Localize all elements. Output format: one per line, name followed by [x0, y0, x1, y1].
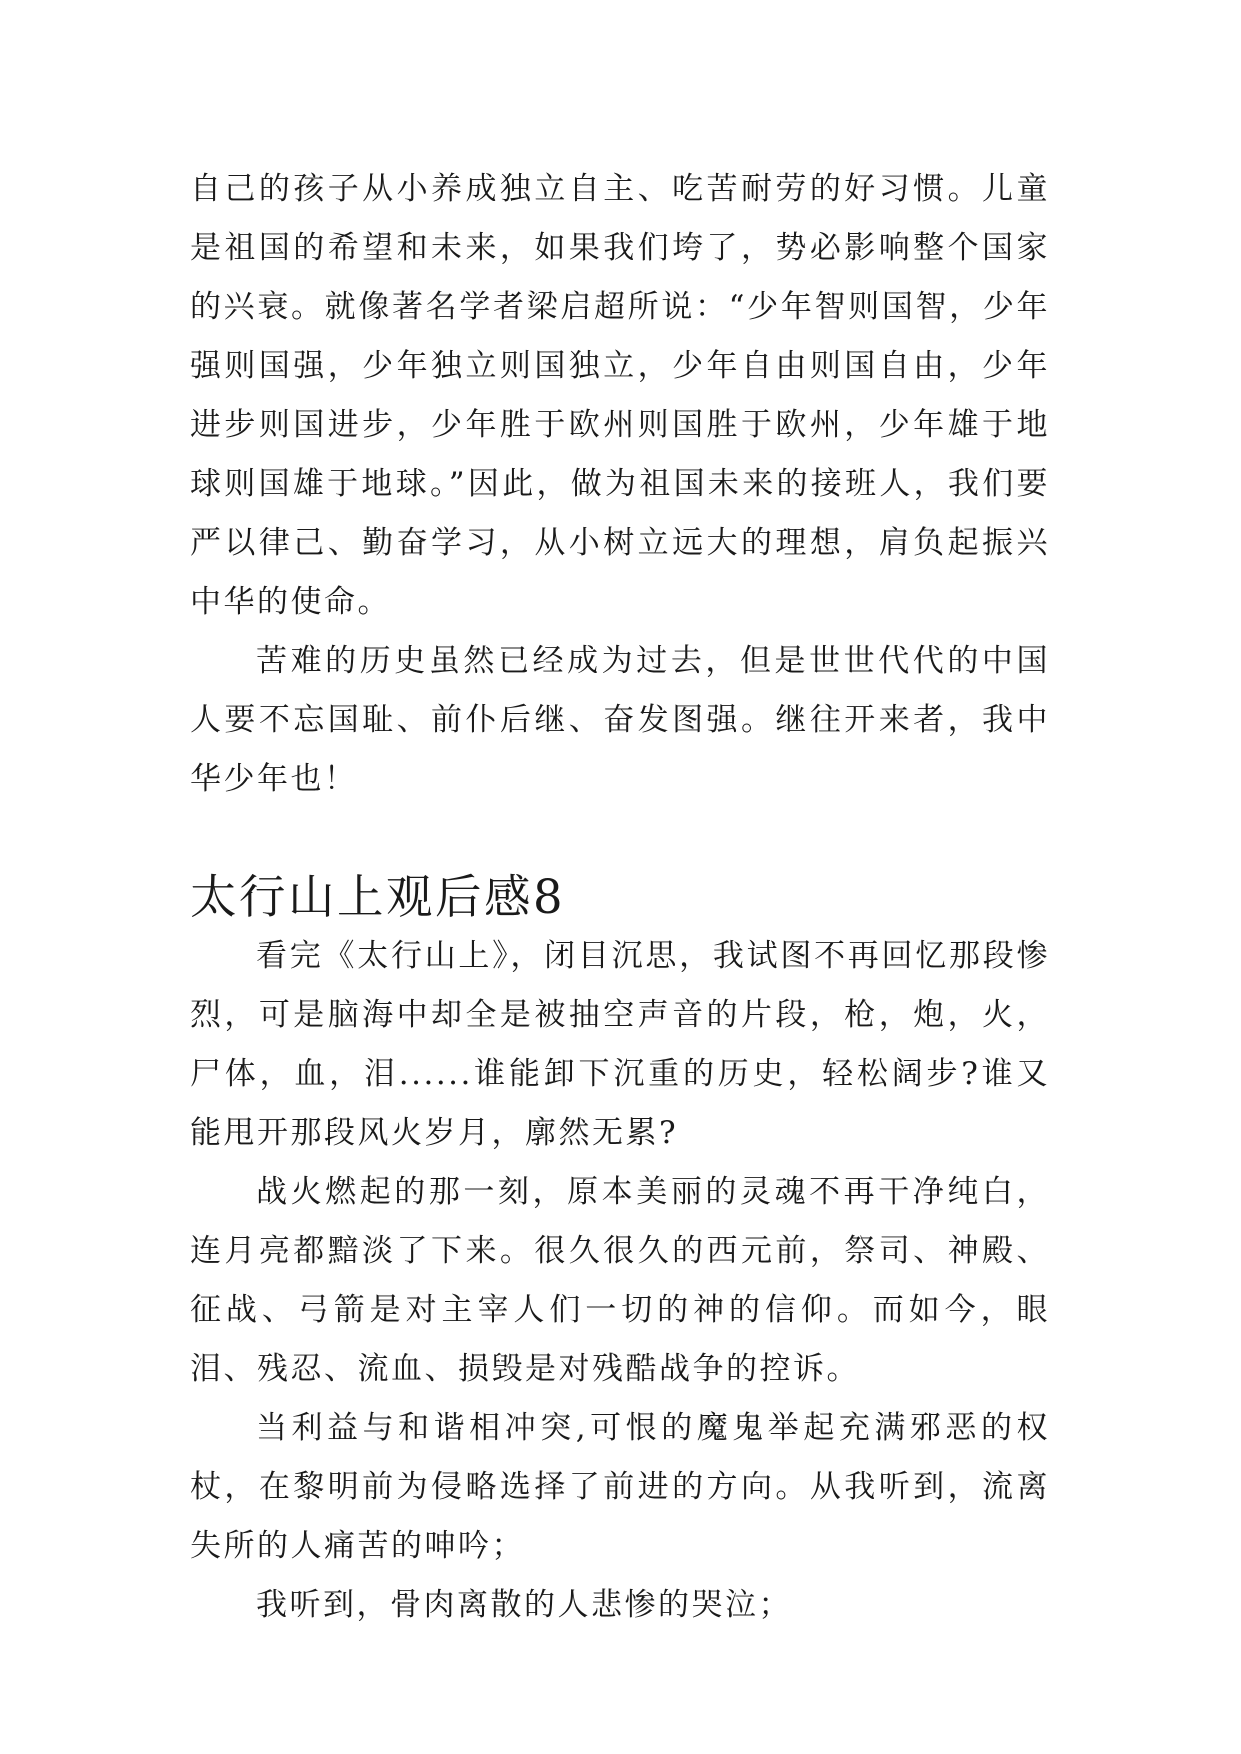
section-heading: 太行山上观后感8: [190, 870, 566, 924]
paragraph-3: 当利益与和谐相冲突,可恨的魔鬼举起充满邪恶的权杖，在黎明前为侵略选择了前进的方向。从我听到，流离失所的人痛苦的呻吟；: [190, 1410, 1050, 1564]
paragraph-continued: 自己的孩子从小养成独立自主、吃苦耐劳的好习惯。儿童是祖国的希望和未来，如果我们垮了，势必影响整个国家的兴衰。就像著名学者梁启超所说：“少年智则国智，少年强则国强，少年独立则国独立，少年自由则国自由，少年进步则国进步，少年胜于欧州则国胜于欧州，少年雄于地球则国雄于地球。”因此，做为祖国未来的接班人，我们要严以律己、勤奋学习，从小树立远大的理想，肩负起振兴中华的使命。: [190, 171, 1050, 620]
paragraph-4: 我听到，骨肉离散的人悲惨的哭泣；: [256, 1587, 792, 1623]
section-spacer: [190, 809, 1050, 868]
paragraph-2: 战火燃起的那一刻，原本美丽的灵魂不再干净纯白，连月亮都黯淡了下来。很久很久的西元前，祭司、神殿、征战、弓箭是对主宰人们一切的神的信仰。而如今，眼泪、残忍、流血、损毁是对残酷战争的控诉。: [190, 1174, 1050, 1387]
paragraph-1: 看完《太行山上》，闭目沉思，我试图不再回忆那段惨烈，可是脑海中却全是被抽空声音的片段，枪，炮，火，尸体，血，泪......谁能卸下沉重的历史，轻松阔步?谁又能甩开那段风火岁月，廓然无累?: [190, 938, 1050, 1151]
paragraph-conclusion: 苦难的历史虽然已经成为过去，但是世世代代的中国人要不忘国耻、前仆后继、奋发图强。继往开来者，我中华少年也！: [190, 643, 1050, 797]
document-body: [190, 160, 1050, 1635]
